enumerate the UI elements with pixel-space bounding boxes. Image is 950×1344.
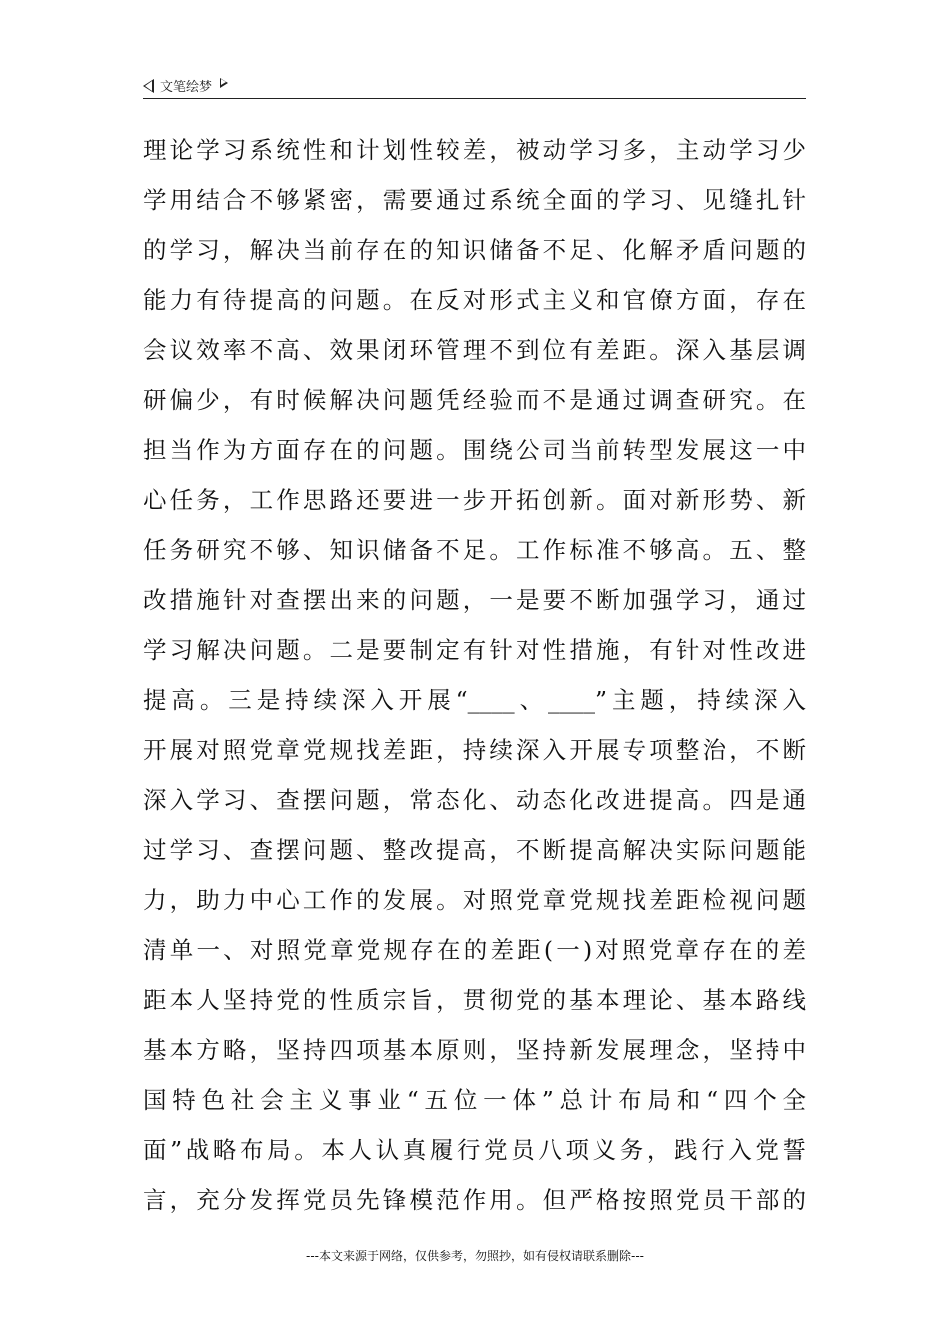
document-body [143, 128, 806, 1228]
body-line: 理论学习系统性和计划性较差，被动学习多，主动学习少 [143, 136, 806, 164]
body-line: 面”战略布局。本人认真履行党员八项义务，践行入党誓 [143, 1136, 806, 1164]
body-line: 学用结合不够紧密，需要通过系统全面的学习、见缝扎针 [143, 186, 806, 214]
body-line: 清单一、对照党章党规存在的差距(一)对照党章存在的差 [143, 936, 806, 964]
triangle-right-icon [220, 78, 228, 88]
body-line: 基本方略，坚持四项基本原则，坚持新发展理念，坚持中 [143, 1036, 806, 1064]
body-line: 深入学习、查摆问题，常态化、动态化改进提高。四是通 [143, 786, 806, 814]
body-line: 担当作为方面存在的问题。围绕公司当前转型发展这一中 [143, 436, 806, 464]
body-line: 改措施针对查摆出来的问题，一是要不断加强学习，通过 [143, 586, 806, 614]
triangle-left-icon [143, 79, 154, 93]
body-line: 能力有待提高的问题。在反对形式主义和官僚方面，存在 [143, 286, 806, 314]
body-line: 距本人坚持党的性质宗旨，贯彻党的基本理论、基本路线 [143, 986, 806, 1014]
body-line: 开展对照党章党规找差距，持续深入开展专项整治，不断 [143, 736, 806, 764]
body-line: 的学习，解决当前存在的知识储备不足、化解矛盾问题的 [143, 236, 806, 264]
header-title: 文笔绘梦 [160, 80, 213, 95]
body-line: 过学习、查摆问题、整改提高，不断提高解决实际问题能 [143, 836, 806, 864]
body-line: 会议效率不高、效果闭环管理不到位有差距。深入基层调 [143, 336, 806, 364]
footer-disclaimer: ---本文来源于网络，仅供参考，勿照抄，如有侵权请联系删除--- [306, 1249, 644, 1263]
body-line: 任务研究不够、知识储备不足。工作标准不够高。五、整 [143, 536, 806, 564]
body-line: 研偏少，有时候解决问题凭经验而不是通过调查研究。在 [143, 386, 806, 414]
body-line: 学习解决问题。二是要制定有针对性措施，有针对性改进 [143, 636, 806, 664]
page-header [143, 74, 806, 99]
body-line: 力，助力中心工作的发展。对照党章党规找差距检视问题 [143, 886, 806, 914]
body-line: 国特色社会主义事业“五位一体”总计布局和“四个全 [143, 1086, 806, 1114]
body-line: 提高。三是持续深入开展“____、____”主题，持续深入 [143, 686, 806, 714]
body-line: 心任务，工作思路还要进一步开拓创新。面对新形势、新 [143, 486, 806, 514]
body-line: 言，充分发挥党员先锋模范作用。但严格按照党员干部的 [143, 1186, 806, 1214]
header-row [143, 76, 228, 95]
